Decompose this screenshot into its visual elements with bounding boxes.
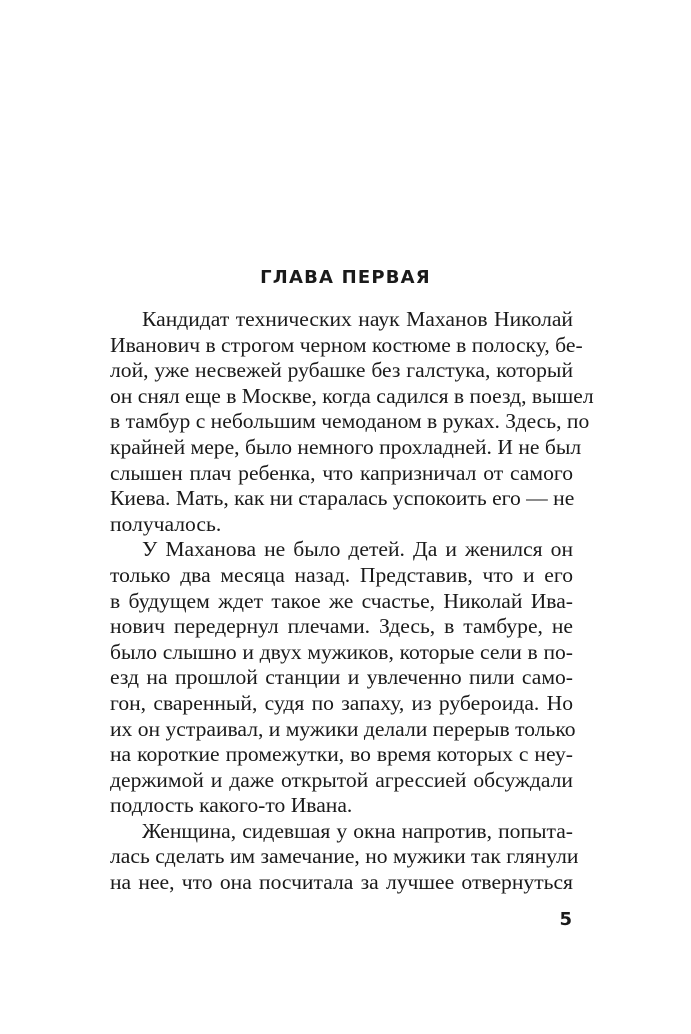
text-line: слышен плач ребенка, что капризничал от самого [110, 460, 573, 485]
text-line: Киева. Мать, как ни старалась успокоить его — не [110, 486, 575, 511]
body-text [110, 307, 594, 896]
text-line: гон, сваренный, судя по запаху, из рубероида. Но [110, 690, 573, 715]
text-line: нович передернул плечами. Здесь, в тамбуре, не [110, 614, 573, 639]
text-line: лой, уже несвежей рубашке без галстука, который [110, 358, 573, 383]
text-line: Женщина, сидевшая у окна напротив, попыта- [142, 818, 573, 843]
text-line: лась сделать им замечание, но мужики так глянули [110, 844, 579, 869]
text-line: Кандидат технических наук Маханов Николай [142, 307, 573, 331]
text-line: езд на прошлой станции и увлеченно пили само- [110, 665, 573, 690]
text-line: подлость какого-то Ивана. [110, 793, 353, 818]
text-line: он снял еще в Москве, когда садился в поезд, вышел [110, 383, 594, 408]
page-number: 5 [559, 909, 572, 930]
text-line: крайней мере, было немного прохладней. И не был [110, 434, 582, 459]
text-line: на нее, что она посчитала за лучшее отвернуться [110, 870, 573, 895]
text-line: было слышно и двух мужиков, которые сели в по- [110, 639, 573, 664]
text-line: на короткие промежутки, во время которых с неу- [110, 742, 573, 767]
text-line: У Маханова не было детей. Да и женился он [142, 537, 573, 562]
chapter-title: ГЛАВА ПЕРВАЯ [260, 267, 431, 288]
text-line: Иванович в строгом черном костюме в полоску, бе- [110, 332, 583, 357]
text-line: получалось. [110, 511, 222, 536]
text-line: только два месяца назад. Представив, что и его [110, 562, 573, 587]
text-line: в тамбур с небольшим чемоданом в руках. Здесь, по [110, 409, 590, 434]
text-line: их он устраивал, и мужики делали перерыв только [110, 716, 576, 741]
text-line: держимой и даже открытой агрессией обсуждали [110, 767, 573, 792]
text-line: в будущем ждет такое же счастье, Николай Ива- [110, 588, 573, 613]
